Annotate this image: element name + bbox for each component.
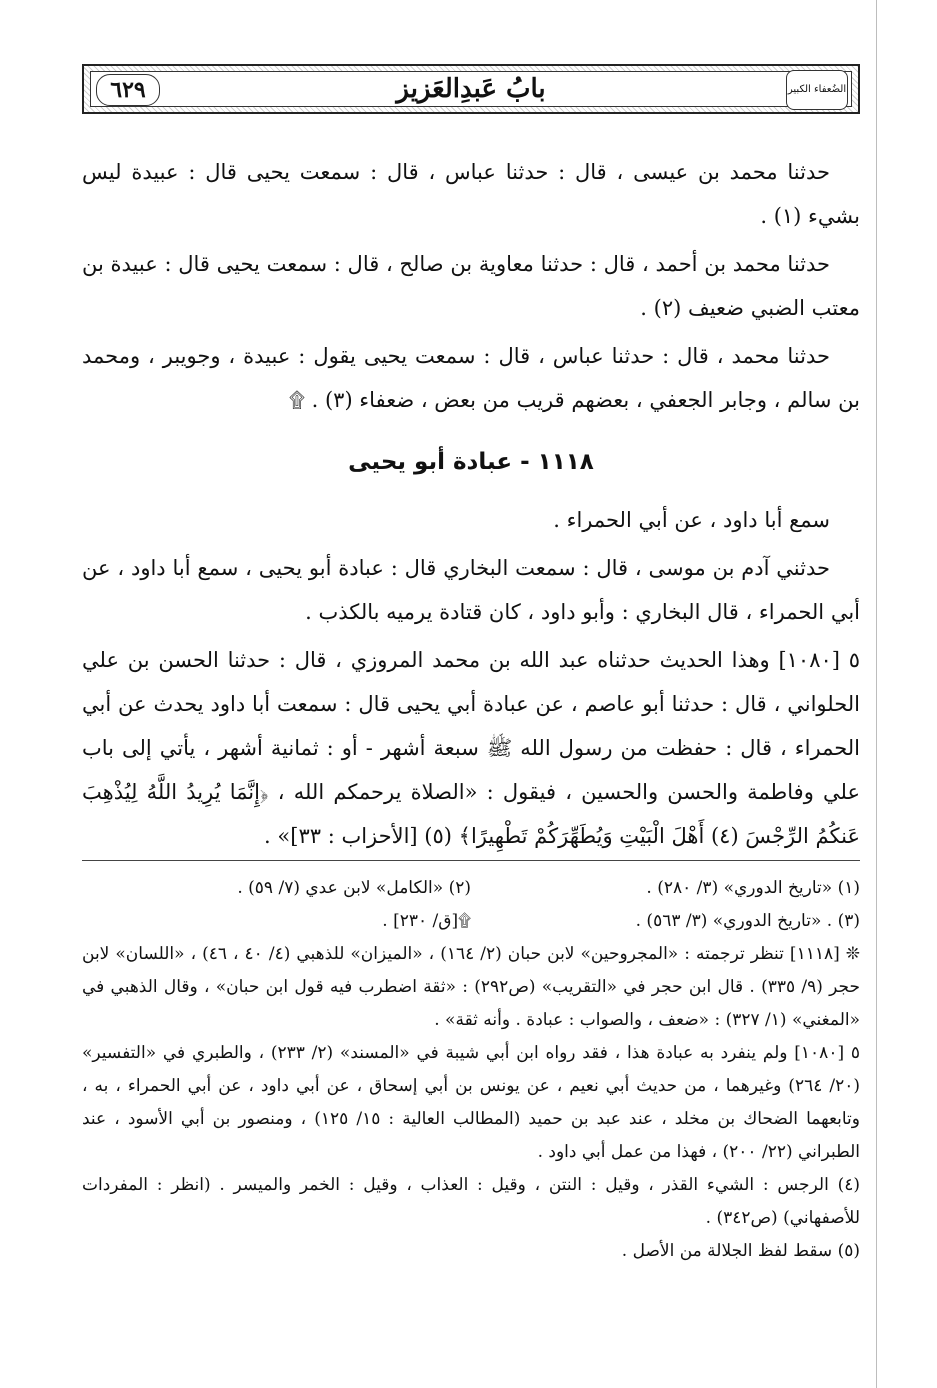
footnote-4: (٤) الرجس : الشيء القذر ، وقيل : النتن ، وقيل : العذاب ، وقيل : الخمر والميسر . (انظر : المفردات للأصفهاني) (ص٣٤٢) . (82, 1175, 860, 1228)
paragraph-4: سمع أبا داود ، عن أبي الحمراء . (553, 508, 830, 532)
book-logo: الضُعفاء الكبير (786, 70, 848, 110)
footnote-1080: ٥ [١٠٨٠] ولم ينفرد به عبادة هذا ، فقد رواه ابن أبي شيبة في «المسند» (٢/ ٢٣٣) ، والطبري في «التفسير» (٢٠/ ٢٦٤) وغيرهما ، من حديث أبي نعيم ، عن يونس بن أبي إسحاق ، عن أبي داود ، عن أبي الحمراء ، به ، وتابعهما الضحاك بن مخلد ، عند عبد بن حميد (المطالب العالية : ١٥/ ١٢٥) ، ومنصور بن أبي الأسود ، عند الطبراني (٢٢/ ٢٠٠) ، فهذا من عمل أبي داود . (82, 1043, 860, 1162)
footnote-1: (١) «تاريخ الدوري» (٣/ ٢٨٠) . (646, 878, 860, 898)
footnote-1118: ❊ [١١١٨] تنظر ترجمته : «المجروحين» لابن حبان (٢/ ١٦٤) ، «الميزان» للذهبي (٤/ ٤٠ ، ٤٦) ، «اللسان» لابن حجر (٩/ ٣٣٥) . قال ابن حجر في «التقريب» (ص٢٩٢) : «ثقة اضطرب فيه قول ابن حبان» ، وقال الذهبي في «المغني» (١/ ٣٢٧) : «ضعف ، والصواب : عبادة . وأنه ثقة» . (82, 944, 861, 1030)
footnote-2: (٢) «الكامل» لابن عدي (٧/ ٥٩) . (237, 878, 471, 898)
footnote-row-1 (82, 872, 860, 905)
paragraph-5: حدثني آدم بن موسى ، قال : سمعت البخاري قال : عبادة أبو يحيى ، سمع أبا داود ، عن أبي الحمراء ، قال البخاري : وأبو داود ، كان قتادة يرميه بالكذب . (82, 556, 860, 624)
page-number: ٦٢٩ (96, 74, 160, 106)
footnotes (82, 872, 860, 1268)
main-text (82, 150, 860, 862)
paragraph-1: حدثنا محمد بن عيسى ، قال : حدثنا عباس ، قال : سمعت يحيى قال : عبيدة ليس بشيء (١) . (82, 160, 860, 228)
footnote-3: (٣) . «تاريخ الدوري» (٣/ ٥٦٣) . (635, 911, 860, 931)
footnote-3b: ۩[ق/ ٢٣٠] . (382, 911, 471, 931)
chapter-title: بابُ عَبدِالعَزيز (396, 74, 546, 104)
footnote-5: (٥) سقط لفظ الجلالة من الأصل . (621, 1241, 860, 1261)
page-header (82, 64, 860, 114)
paragraph-3: حدثنا محمد ، قال : حدثنا عباس ، قال : سمعت يحيى يقول : عبيدة ، وجويبر ، ومحمد بن سالم ، وجابر الجعفي ، بعضهم قريب من بعض ، ضعفاء (٣) . ۩ (82, 344, 860, 412)
page-edge-rule (876, 0, 877, 1388)
paragraph-6: ٥ [١٠٨٠] وهذا الحديث حدثناه عبد الله بن محمد المروزي ، قال : حدثنا الحسن بن علي الحلواني ، قال : حدثنا أبو عاصم ، عن عبادة أبي يحيى قال : سمعت أبا داود يحدث عن أبي الحمراء ، قال : حفظت من رسول الله ﷺ سبعة أشهر - أو : ثمانية أشهر ، يأتي إلى باب علي وفاطمة والحسن والحسين ، فيقول : «الصلاة يرحمكم الله ، ﴿إِنَّمَا يُرِيدُ اللَّهُ لِيُذْهِبَ عَنكُمُ الرِّجْسَ (٤) أَهْلَ الْبَيْتِ وَيُطَهِّرَكُمْ تَطْهِيرًا﴾ (٥) [الأحزاب : ٣٣]» . (82, 648, 861, 848)
entry-heading: ١١١٨ - عبادة أبو يحيى (348, 449, 594, 475)
footnote-row-2 (82, 905, 860, 938)
footnote-separator (82, 860, 860, 861)
paragraph-2: حدثنا محمد بن أحمد ، قال : حدثنا معاوية بن صالح ، قال : سمعت يحيى قال : عبيدة بن معتب الضبي ضعيف (٢) . (82, 252, 860, 320)
